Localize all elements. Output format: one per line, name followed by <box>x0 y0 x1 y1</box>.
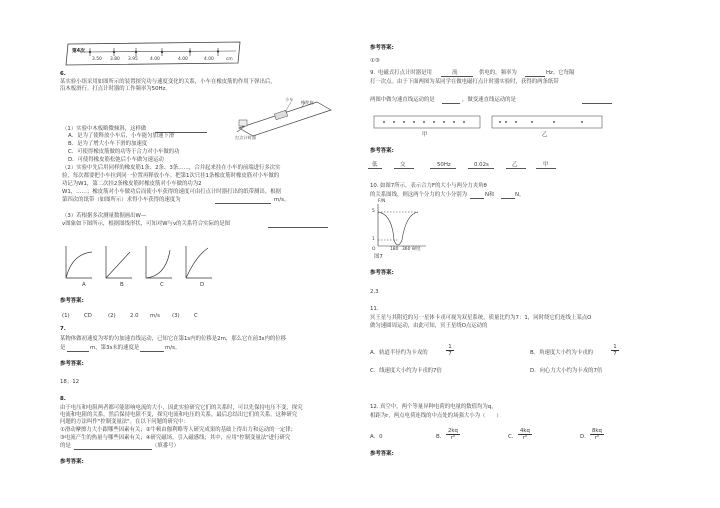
q10-answer-title: 参考答案: <box>370 270 394 276</box>
q7-line-2b: m，第3s末的速度是 <box>90 345 140 351</box>
graph-label-d: D <box>200 282 205 288</box>
q11-line-1: 冥王星与其附近的另一星体卡戎可视为双星系统，质量比约为7：1，同时绕它们连线上某点O <box>370 315 592 321</box>
q8-answer-title: 参考答案: <box>60 459 84 465</box>
q12-line-2: 相距为r，两点电荷连线的中点处的场强大小为（ ） <box>370 413 502 419</box>
q11-frac-a-den: 7 <box>446 350 454 357</box>
q9-answer-2: 交 <box>400 162 406 168</box>
q10-line-2b: N和 <box>485 192 495 198</box>
q7-answer-title: 参考答案: <box>60 361 84 367</box>
q10-ytick-1: 1 <box>372 237 375 242</box>
q6-answer-7: C <box>194 313 198 319</box>
q9-answer-underline-3 <box>430 168 456 169</box>
q6-part2-unit: m/s。 <box>274 197 290 203</box>
q9-line-2: 打一次点。由于下面两图为某同学在做电磁打点计时器实验时，获得的两条纸带 <box>370 79 559 85</box>
graph-label-b: B <box>120 282 124 288</box>
q8-blank <box>74 449 152 450</box>
q10-graph-drawing <box>370 202 430 252</box>
tape-value-6: 4.00 <box>204 57 214 62</box>
graph-label-c: C <box>160 282 164 288</box>
q9-answer-5: 乙 <box>512 162 518 168</box>
q8-line-6b: （填番号） <box>152 443 179 449</box>
q7-line-2c: m/s。 <box>165 345 181 351</box>
q11-opt-d: D．向心力大小约为卡戎的7倍 <box>530 368 603 374</box>
q9-number: 9. <box>370 70 376 76</box>
wv-graphs-drawing <box>62 244 212 284</box>
q11-frac-b <box>611 344 619 357</box>
q9-line-1d: Hz。它每隔 <box>546 70 575 76</box>
q11-opt-c: C．线速度大小约为卡戎的7倍 <box>370 368 442 374</box>
q9-line-1b: 流 <box>452 70 458 76</box>
q10-ytick-5: 5 <box>372 209 375 214</box>
q12-opt-a: A．0 <box>370 434 383 440</box>
tape-figure-top <box>66 41 242 67</box>
q9-tapes <box>372 112 622 142</box>
q10-blank-2 <box>501 198 515 199</box>
q12-frac-b-num: 2kq <box>448 428 458 434</box>
fig-label-car: 小车 <box>285 97 294 102</box>
q10-xtick-360: 360 <box>402 247 411 252</box>
q10-graph <box>370 199 430 262</box>
tape-value-1: 3.50 <box>92 57 102 62</box>
q9-answer-underline-5 <box>506 168 526 169</box>
q9-blank-4 <box>582 103 612 104</box>
q6-part2-b: 验，每次都要把小车拉到同一位置再释放小车。把第1次只挂1条橡皮筋时橡皮筋对小车做的 <box>62 173 280 179</box>
tape-label-jia: 甲 <box>422 132 428 138</box>
q11-opt-b: B．角速度大小约为卡戎的 <box>530 350 593 356</box>
q8-line-1: 由于电压和电阻两者都可能影响电流的大小，因此实验研究它们的关系时，可以先保持电压不变，探究 <box>60 405 303 411</box>
q9-answer-underline-2 <box>394 168 414 169</box>
q9-tapes-drawing <box>372 112 622 134</box>
answer-title-top: 参考答案: <box>370 45 394 51</box>
q9-answer-underline-6 <box>536 168 556 169</box>
q9-line-1c: 供电的，频率为 <box>479 70 517 76</box>
tape-drawing <box>66 41 242 67</box>
q12-frac-d <box>590 428 604 441</box>
q9-line-3: 两图中做匀速直线运动的是 <box>370 97 435 103</box>
q6-line-1: 某实验小组采用如图所示的装置探究功与速度变化的关系，小车在橡皮筋的作用下弹出后， <box>60 79 276 85</box>
q6-opt-c: C．可使得橡皮筋做的功等于合力对小车做的功 <box>68 149 180 155</box>
q12-opt-b: B． <box>436 434 446 440</box>
q12-number: 12. <box>370 404 379 410</box>
q9-answer-underline-1 <box>368 168 382 169</box>
q6-opt-d: D．可使得橡皮筋松弛后小车做匀速运动 <box>68 157 164 163</box>
q10-xunit: θ/度 <box>412 247 421 252</box>
q9-answer-1: 低 <box>372 162 378 168</box>
q8-line-6: 的是 <box>60 443 71 449</box>
q7-line-2: 是 <box>60 345 66 351</box>
q6-opt-b: B．是为了增大小车下滑的加速度 <box>68 141 148 147</box>
q7-number: 7. <box>60 326 66 332</box>
tape-label-yi: 乙 <box>542 132 548 138</box>
q12-frac-b-den: r² <box>446 434 460 441</box>
q9-line-3b: ，做变速直线运动的是 <box>462 97 516 103</box>
q6-part3-blank <box>268 227 328 228</box>
q6-opt-a: A．是为了使释放小车后，小车能匀加速下滑 <box>68 133 175 139</box>
q11-frac-a <box>446 344 454 357</box>
q7-line-1: 某物体做初速度为零的匀加速直线运动，已知它在第1s内的位移是2m，那么它在前3s内的位移 <box>60 336 287 342</box>
q6-number: 6. <box>60 71 66 77</box>
q9-answer-title: 参考答案: <box>370 148 394 154</box>
q6-part2-a: （2）实验中先后用同样的橡皮筋1条、2条、3条……，合并起来挂在小车的前端进行多次实 <box>62 165 281 171</box>
q6-answer-4: 2.0 <box>130 313 139 319</box>
q9-line-1a: 电磁式打点计时器是用 <box>378 70 432 76</box>
q9-blank-3 <box>442 103 460 104</box>
q12-opt-d: D． <box>580 434 590 440</box>
q9-blank-2 <box>525 76 545 77</box>
q8-line-5: ③电流产生的热量与哪些因素有关；④研究磁场，引入磁感线；其中，应用"控制变量法"进行研究 <box>60 435 291 441</box>
q10-line-2: 的关系图线，则这两个分力的大小分别为 <box>370 192 468 198</box>
q9-answer-4: 0.02s <box>474 162 489 168</box>
q12-frac-d-num: 8kq <box>592 428 602 434</box>
q6-part3-b: v图象如下图所示，根据图线形状，可知对W与v的关系符合实际的是图 <box>62 221 231 227</box>
q6-part1: （1）实验中木板略微倾斜，这样做 <box>62 126 147 132</box>
q11-frac-b-num: 1 <box>613 344 617 350</box>
tape-value-3: 3.95 <box>128 57 138 62</box>
q6-answer-2: CD <box>84 313 92 319</box>
wv-graphs <box>62 244 212 292</box>
q10-blank-1 <box>470 198 484 199</box>
q7-blank-2 <box>140 351 164 352</box>
q6-part2-d: W1，……；橡皮筋对小车做功后而使小车获得的速度可由打点计时器打出的纸带测出。根据 <box>62 189 281 195</box>
q11-line-2: 做匀速圆周运动，由此可知，冥王星绕O点运动的 <box>370 323 488 329</box>
q12-line-1: 真空中，两个等量异种电荷的电量的数值均为q， <box>380 404 497 410</box>
q8-line-4: ①滑动摩擦力大小跟哪些因素有关；②牛顿由伽利略等人研究成果的基础上得出力和运动的一定律； <box>60 427 297 433</box>
q8-line-2: 电流和电阻的关系，然后保持电阻不变，探究电流和电压的关系，最后总结出它们的关系。这种研究 <box>60 412 298 418</box>
q11-frac-a-num: 1 <box>448 344 452 350</box>
q8-number: 8. <box>60 396 66 402</box>
q10-origin: O <box>372 247 376 252</box>
q9-answer-3: 50Hz <box>437 162 451 168</box>
q6-part2-c: 功记为W1，第二次挂2条橡皮筋时橡皮筋对小车做的功为2 <box>62 181 202 187</box>
fig-label-timer: 打点计时器 <box>235 135 256 140</box>
q7-blank-1 <box>67 351 89 352</box>
q6-part2-blank <box>215 203 271 204</box>
q9-answer-6: 甲 <box>543 162 549 168</box>
q6-answer-3: (2) <box>108 313 116 319</box>
q6-answer-1: (1) <box>62 313 70 319</box>
tape-label: 第4次 <box>72 49 85 54</box>
q12-frac-d-den: r² <box>590 434 604 441</box>
apparatus-figure <box>235 96 335 140</box>
graph-label-a: A <box>82 282 86 288</box>
q12-opt-c: C． <box>508 434 518 440</box>
q12-frac-c-den: r² <box>518 434 532 441</box>
q11-opt-a: A．轨道半径约为卡戎的 <box>370 350 428 356</box>
q6-answer-6: (3) <box>172 313 180 319</box>
q11-frac-b-den: 7 <box>611 350 619 357</box>
q10-xtick-180: 180 <box>390 247 399 252</box>
q12-answer-title: 参考答案: <box>370 451 394 457</box>
q9-answer-underline-4 <box>468 168 494 169</box>
q8-line-3: 问题的方法叫作"控制变量法"。在以下问题的研究中： <box>60 419 189 425</box>
tape-value-4: 4.00 <box>150 57 160 62</box>
q10-line-2c: N。 <box>515 192 525 198</box>
q10-ylabel: F/N <box>378 199 386 204</box>
answer-top: ①③ <box>370 58 380 64</box>
q10-line-1: 如图7所示，表示合力F的大小与两分力夹角θ <box>380 183 487 189</box>
fig-label-band: 橡皮筋 <box>301 100 314 105</box>
q10-answer: 2,3 <box>370 289 379 295</box>
q11-number: 11. <box>370 306 379 312</box>
q10-number: 10. <box>370 183 379 189</box>
q6-line-2: 沿木板滑行。打点计时器的工作频率为50Hz。 <box>60 86 171 92</box>
q12-frac-c-num: 4kq <box>520 428 530 434</box>
tape-value-5: 4.00 <box>178 57 188 62</box>
q7-answer: 18；12 <box>60 379 80 385</box>
q12-frac-b <box>446 428 460 441</box>
tape-value-2: 3.80 <box>110 57 120 62</box>
q6-part3-a: （3）若根据多次测量数据画出W— <box>62 213 147 219</box>
q6-part2-e: 第四次的纸带（如图所示）求得小车获得的速度为 <box>62 197 181 203</box>
tape-unit: cm <box>226 57 233 62</box>
q10-caption: 图7 <box>374 254 383 260</box>
q6-answer-5: m/s <box>150 313 160 319</box>
q6-answer-title: 参考答案: <box>60 298 84 304</box>
q12-frac-c <box>518 428 532 441</box>
